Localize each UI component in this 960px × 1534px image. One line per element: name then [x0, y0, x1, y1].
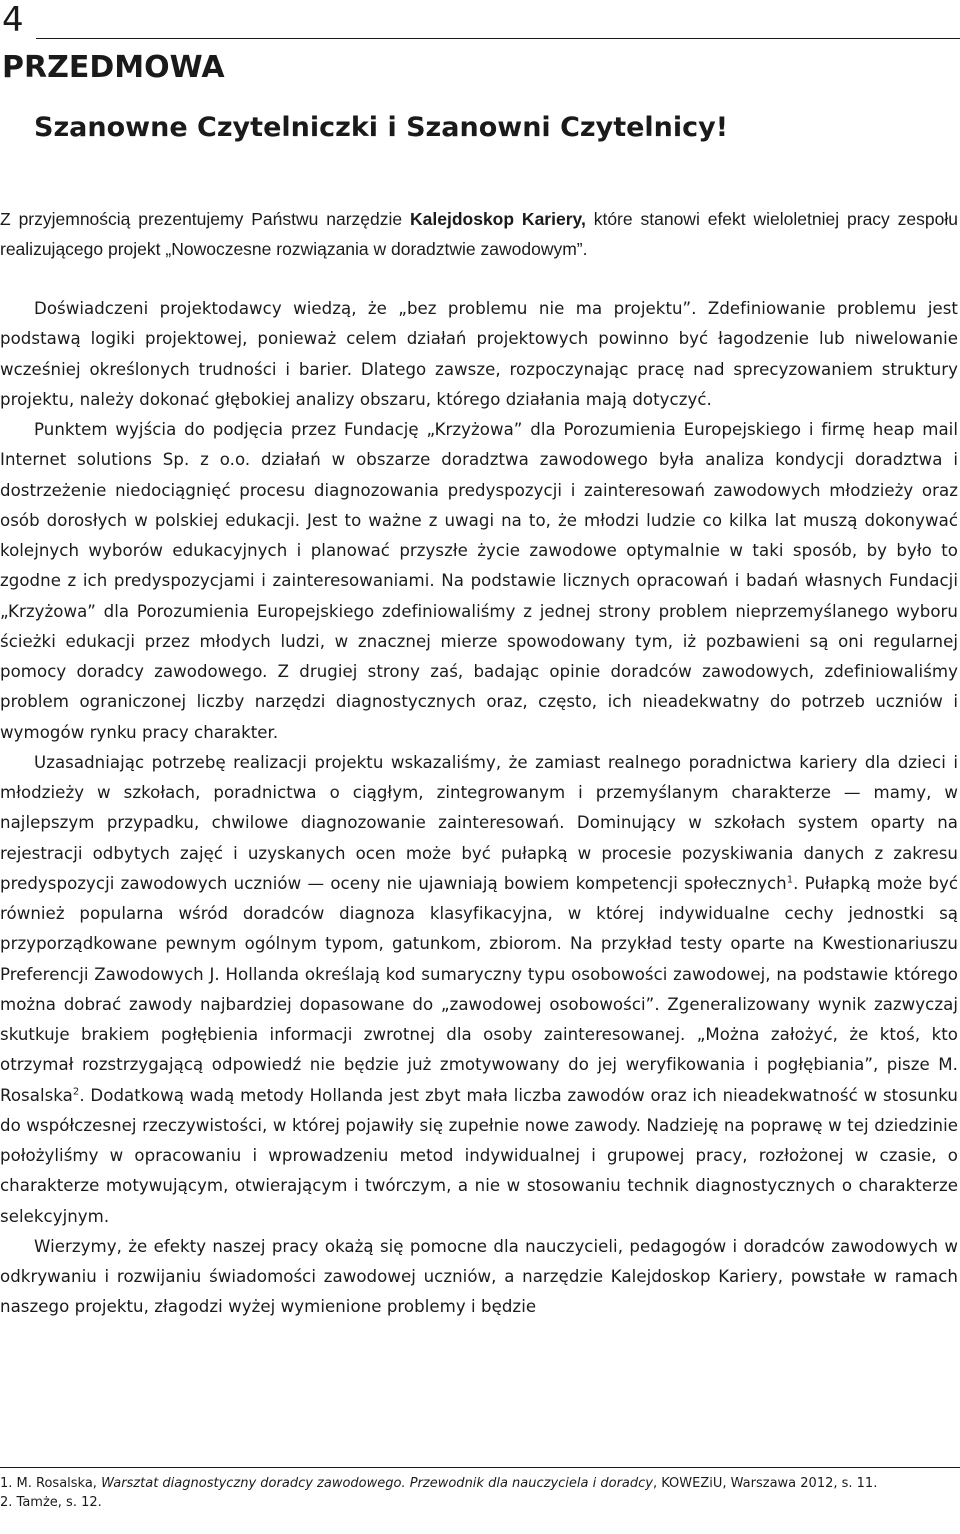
footnote-1-title: Warsztat diagnostyczny doradcy zawodowego. Przewodnik dla nauczyciela i doradcy: [101, 1476, 653, 1491]
footnote-ref-1: 1: [786, 874, 794, 886]
footnote-2: 2. Tamże, s. 12.: [0, 1495, 102, 1510]
intro-text: Z przyjemnością prezentujemy Państwu narzędzie: [0, 209, 410, 229]
body-text: [0, 294, 958, 1323]
footnotes: [0, 1474, 958, 1512]
paragraph-justification: [0, 748, 958, 1232]
footnote-1: [0, 1474, 958, 1493]
paragraph-text: . Pułapką może być również popularna wśród doradców diagnoza klasyfikacyjna, w której indywidualne cechy jednostki są przyporządkowane pewnym ogólnym typom, gatunkom, zbiorom. Na przykład testy oparte na Kwestionariuszu Preferencji Zawodowych J. Hollanda określają kod sumaryczny typu osobowości zawodowej, na podstawie którego można dobrać zawody najbardziej dopasowane do „zawodowej osobowości”. Zgeneralizowany wynik zazwyczaj skutkuje brakiem pogłębienia informacji zwrotnej dla osoby zainteresowanej. „Można założyć, że ktoś, kto otrzymał rozstrzygającą odpowiedź nie będzie już zmotywowany do jej weryfikowania i pogłębiania”, pisze M. Rosalska: [0, 873, 959, 1105]
header-rule: [36, 38, 960, 39]
paragraph-text: . Dodatkową wadą metody Hollanda jest zbyt mała liczba zawodów oraz ich nieadekwatność w stosunku do współczesnej rzeczywistości, w której pojawiły się zupełnie nowe zawody. Nadzieję na poprawę w tej dziedzinie położyliśmy w opracowaniu i wprowadzeniu metod indywidualnej i grupowej pracy, rozłożonej w czasie, o charakterze motywującym, otwierającym i twórczym, a nie w stosowaniu technik diagnostycznych o charakterze selekcyjnym.: [0, 1085, 958, 1226]
paragraph-text: Uzasadniając potrzebę realizacji projektu wskazaliśmy, że zamiast realnego poradnictwa kariery dla dzieci i młodzieży w szkołach, poradnictwa o ciągłym, zintegrowanym i przemyślanym charakterze — mamy, w najlepszym przypadku, chwilowe diagnozowanie zainteresowań. Dominujący w szkołach system oparty na rejestracji odbytych zajęć i uzyskanych ocen może być pułapką w procesie pozyskiwania danych z zakresu predyspozycji zawodowych uczniów — oceny nie ujawniają bowiem kompetencji społecznych: [0, 752, 958, 893]
paragraph-problem: Doświadczeni projektodawcy wiedzą, że „bez problemu nie ma projektu”. Zdefiniowanie problemu jest podstawą logiki projektowej, ponieważ celem działań projektowych powinno być łagodzenie lub niwelowanie wcześniej określonych trudności i barier. Dlatego zawsze, rozpoczynając pracę nad sprecyzowaniem struktury projektu, należy dokonać głębokiej analizy obszaru, którego działania mają dotyczyć.: [0, 299, 958, 409]
page-number: 4: [2, 0, 24, 40]
footnote-1-publisher: , KOWEZiU, Warszawa 2012, s. 11.: [652, 1476, 878, 1491]
footnote-ref-2: 2: [72, 1085, 80, 1097]
intro-paragraph: [0, 204, 958, 264]
footnote-1-author: 1. M. Rosalska,: [0, 1476, 102, 1491]
intro-text-continued: które stanowi efekt wieloletniej pracy zespołu realizującego projekt „Nowoczesne rozwiązania w doradztwie zawodowym”.: [0, 209, 959, 259]
paragraph-origin: Punktem wyjścia do podjęcia przez Fundację „Krzyżowa” dla Porozumienia Europejskiego i firmę heap mail Internet solutions Sp. z o.o. działań w obszarze doradztwa zawodowego była analiza kondycji doradztwa i dostrzeżenie niedociągnięć procesu diagnozowania predyspozycji i zainteresowań zawodowych młodzieży oraz osób dorosłych w polskiej edukacji. Jest to ważne z uwagi na to, że młodzi ludzie co kilka lat muszą dokonywać kolejnych wyborów edukacyjnych i planować przyszłe życie zawodowe optymalnie w taki sposób, by było to zgodne z ich predyspozycjami i zainteresowaniami. Na podstawie licznych opracowań i badań własnych Fundacji „Krzyżowa” dla Porozumienia Europejskiego zdefiniowaliśmy z jednej strony problem nieprzemyślanego wyboru ścieżki edukacji przez młodych ludzi, w znacznej mierze spowodowany tym, iż pozbawieni są oni regularnej pomocy doradcy zawodowego. Z drugiej strony zaś, badając opinie doradców zawodowych, zdefiniowaliśmy problem ograniczonej liczby narzędzi diagnostycznych oraz, często, ich nieadekwatny do potrzeb uczniów i wymogów rynku pracy charakter.: [0, 420, 958, 742]
salutation: Szanowne Czytelniczki i Szanowni Czytelnicy!: [34, 112, 729, 143]
paragraph-closing: Wierzymy, że efekty naszej pracy okażą się pomocne dla nauczycieli, pedagogów i doradców zawodowych w odkrywaniu i rozwijaniu świadomości zawodowej uczniów, a narzędzie Kalejdoskop Kariery, powstałe w ramach naszego projektu, złagodzi wyżej wymienione problemy i będzie: [0, 1236, 958, 1317]
product-name: Kalejdoskop Kariery,: [410, 209, 586, 229]
footnote-rule: [0, 1467, 960, 1468]
chapter-title: PRZEDMOWA: [2, 50, 225, 85]
